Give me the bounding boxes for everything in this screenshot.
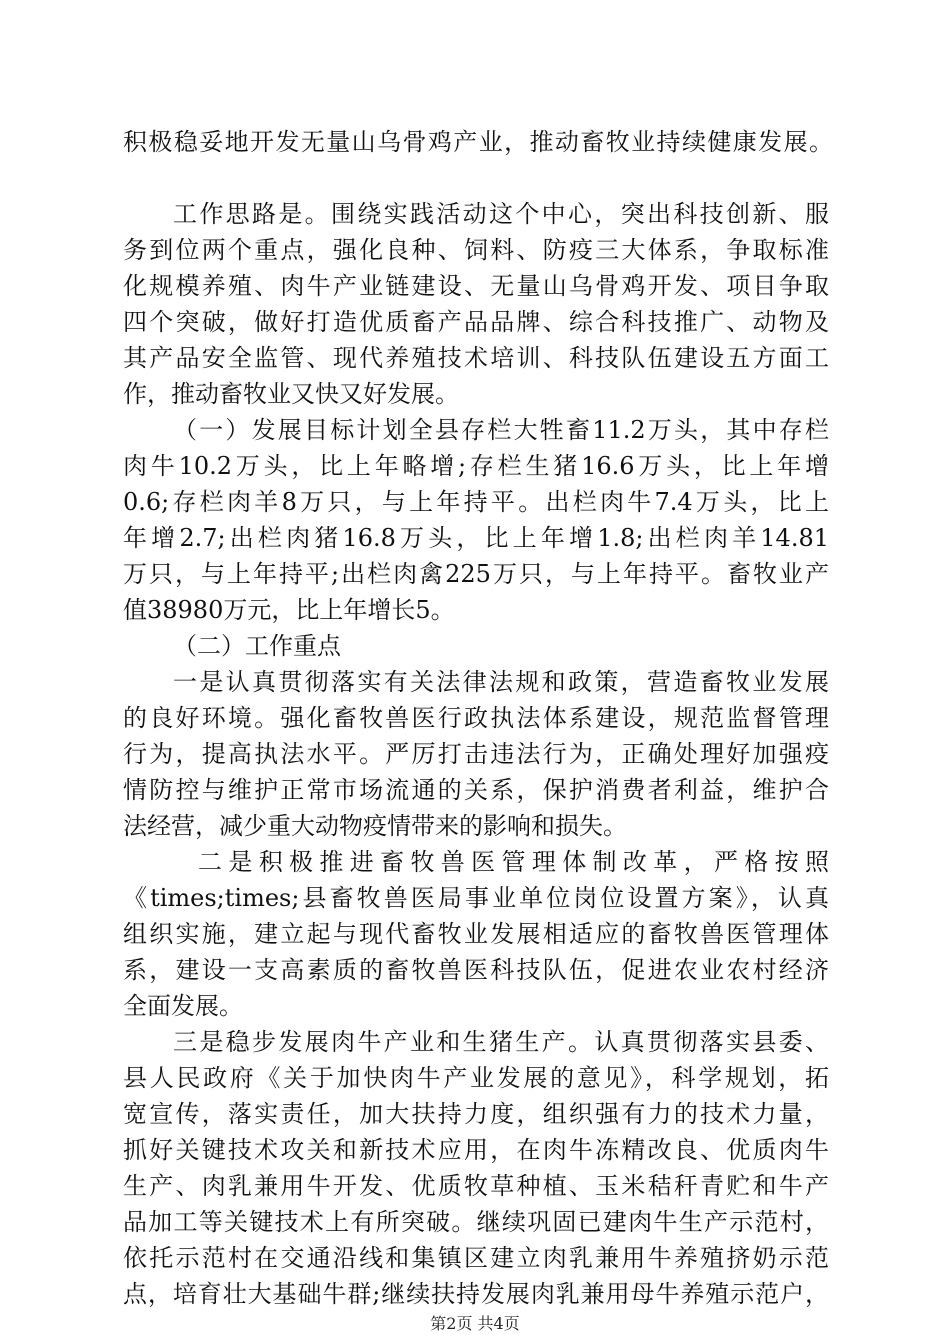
text-line: 二是积极推进畜牧兽医管理体制改革，严格按照 bbox=[198, 848, 829, 876]
text-line: 万只，与上年持平;出栏肉禽225万只，与上年持平。畜牧业产 bbox=[123, 560, 829, 588]
text-line: 法经营，减少重大动物疫情带来的影响和损失。 bbox=[123, 812, 627, 840]
text-line: 的良好环境。强化畜牧兽医行政执法体系建设，规范监督管理 bbox=[123, 704, 829, 732]
section-heading: （二）工作重点 bbox=[173, 632, 341, 660]
page-footer: 第2页 共4页 bbox=[430, 1314, 520, 1333]
text-line: 县人民政府《关于加快肉牛产业发展的意见》，科学规划，拓 bbox=[123, 1064, 829, 1092]
text-line: 年增2.7;出栏肉猪16.8万头，比上年增1.8;出栏肉羊14.81 bbox=[123, 524, 829, 552]
text-line: 工作思路是。围绕实践活动这个中心，突出科技创新、服 bbox=[173, 200, 829, 228]
text-line: 系，建设一支高素质的畜牧兽医科技队伍，促进农业农村经济 bbox=[123, 956, 829, 984]
text-line: 《times;times;县畜牧兽医局事业单位岗位设置方案》，认真 bbox=[123, 884, 829, 912]
text-line: 积极稳妥地开发无量山乌骨鸡产业，推动畜牧业持续健康发展。 bbox=[123, 128, 833, 156]
text-line: 宽宣传，落实责任，加大扶持力度，组织强有力的技术力量， bbox=[123, 1100, 829, 1128]
text-line: 0.6;存栏肉羊8万只，与上年持平。出栏肉牛7.4万头，比上 bbox=[123, 488, 829, 516]
text-line: （一）发展目标计划全县存栏大牲畜11.2万头，其中存栏 bbox=[173, 416, 829, 444]
text-line: 化规模养殖、肉牛产业链建设、无量山乌骨鸡开发、项目争取 bbox=[123, 272, 829, 300]
text-line: 生产、肉乳兼用牛开发、优质牧草种植、玉米秸秆青贮和牛产 bbox=[123, 1172, 829, 1200]
text-line: 一是认真贯彻落实有关法律法规和政策，营造畜牧业发展 bbox=[173, 668, 829, 696]
text-line: 值38980万元，比上年增长5。 bbox=[123, 596, 455, 624]
text-line: 行为，提高执法水平。严厉打击违法行为，正确处理好加强疫 bbox=[123, 740, 829, 768]
text-line: 抓好关键技术攻关和新技术应用，在肉牛冻精改良、优质肉牛 bbox=[123, 1136, 829, 1164]
text-line: 其产品安全监管、现代养殖技术培训、科技队伍建设五方面工 bbox=[123, 344, 829, 372]
text-line: 全面发展。 bbox=[123, 992, 243, 1020]
text-line: 四个突破，做好打造优质畜产品品牌、综合科技推广、动物及 bbox=[123, 308, 829, 336]
text-line: 务到位两个重点，强化良种、饲料、防疫三大体系，争取标准 bbox=[123, 236, 829, 264]
text-line: 肉牛10.2万头，比上年略增;存栏生猪16.6万头，比上年增 bbox=[123, 452, 829, 480]
text-line: 情防控与维护正常市场流通的关系，保护消费者利益，维护合 bbox=[123, 776, 829, 804]
text-line: 点，培育壮大基础牛群;继续扶持发展肉乳兼用母牛养殖示范户， bbox=[123, 1280, 829, 1308]
text-line: 作，推动畜牧业又快又好发展。 bbox=[123, 380, 459, 408]
text-line: 品加工等关键技术上有所突破。继续巩固已建肉牛生产示范村， bbox=[123, 1208, 829, 1236]
text-line: 组织实施，建立起与现代畜牧业发展相适应的畜牧兽医管理体 bbox=[123, 920, 829, 948]
text-line: 依托示范村在交通沿线和集镇区建立肉乳兼用牛养殖挤奶示范 bbox=[123, 1244, 829, 1272]
text-line: 三是稳步发展肉牛产业和生猪生产。认真贯彻落实县委、 bbox=[173, 1028, 829, 1056]
